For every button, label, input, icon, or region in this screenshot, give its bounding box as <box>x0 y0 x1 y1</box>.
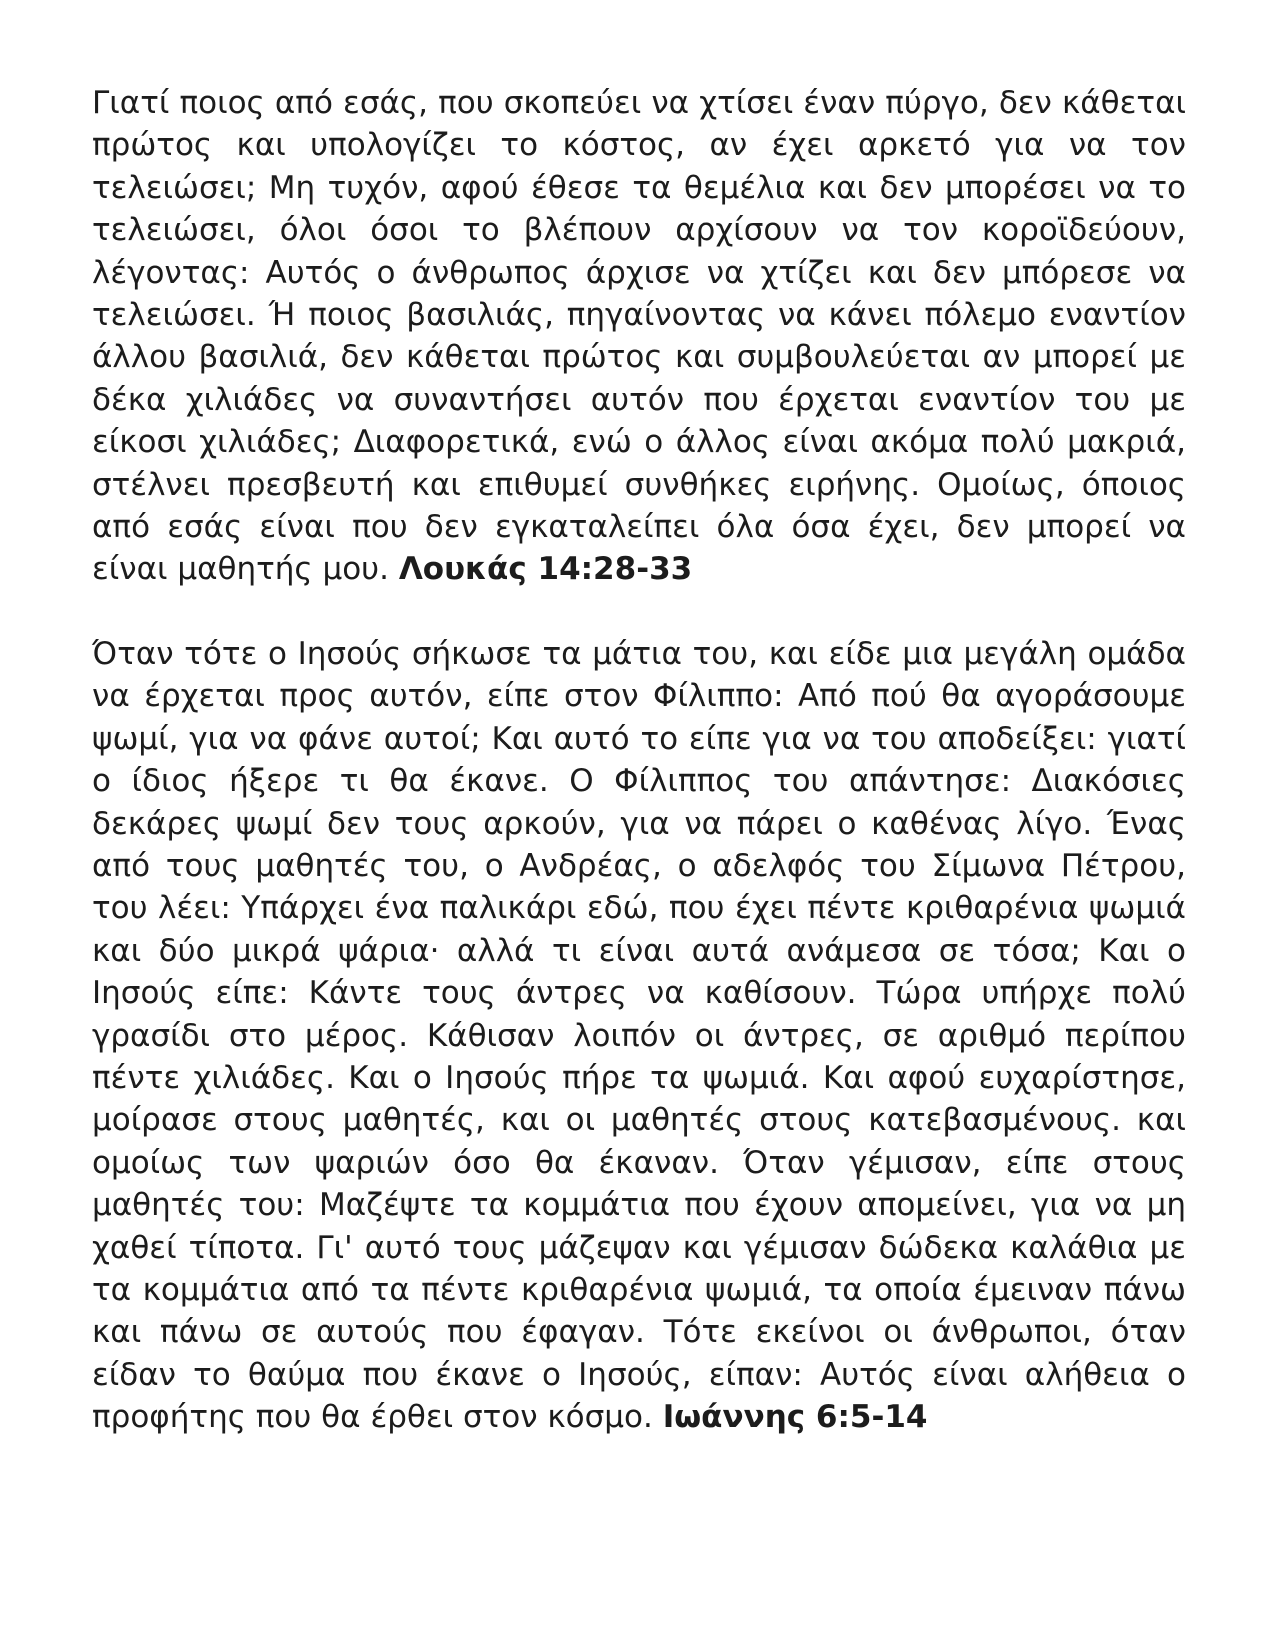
passage-luke <box>92 82 1186 591</box>
passage-text: Όταν τότε ο Ιησούς σήκωσε τα μάτια του, και είδε μια μεγάλη ομάδα να έρχεται προς αυτόν, είπε στον Φίλιππο: Από πού θα αγοράσουμε ψωμί, για να φάνε αυτοί; Και αυτό το είπε για να του αποδείξει: γιατί ο ίδιος ήξερε τι θα έκανε. Ο Φίλιππος του απάντησε: Διακόσιες δεκάρες ψωμί δεν τους αρκούν, για να πάρει ο καθένας λίγο. Ένας από τους μαθητές του, ο Ανδρέας, ο αδελφός του Σίμωνα Πέτρου, του λέει: Υπάρχει ένα παλικάρι εδώ, που έχει πέντε κριθαρένια ψωμιά και δύο μικρά ψάρια· αλλά τι είναι αυτά ανάμεσα σε τόσα; Και ο Ιησούς είπε: Κάντε τους άντρες να καθίσουν. Τώρα υπήρχε πολύ γρασίδι στο μέρος. Κάθισαν λοιπόν οι άντρες, σε αριθμό περίπου πέντε χιλιάδες. Και ο Ιησούς πήρε τα ψωμιά. Και αφού ευχαρίστησε, μοίρασε στους μαθητές, και οι μαθητές στους κατεβασμένους. και ομοίως των ψαριών όσο θα έκαναν. Όταν γέμισαν, είπε στους μαθητές του: Μαζέψτε τα κομμάτια που έχουν απομείνει, για να μη χαθεί τίποτα. Γι' αυτό τους μάζεψαν και γέμισαν δώδεκα καλάθια με τα κομμάτια από τα πέντε κριθαρένια ψωμιά, τα οποία έμειναν πάνω και πάνω σε αυτούς που έφαγαν. Τότε εκείνοι οι άνθρωποι, όταν είδαν το θαύμα που έκανε ο Ιησούς, είπαν: Αυτός είναι αλήθεια ο προφήτης που θα έρθει στον κόσμο. <box>92 635 1186 1436</box>
passage-text: Γιατί ποιος από εσάς, που σκοπεύει να χτίσει έναν πύργο, δεν κάθεται πρώτος και υπολογίζει το κόστος, αν έχει αρκετό για να τον τελειώσει; Μη τυχόν, αφού έθεσε τα θεμέλια και δεν μπορέσει να το τελειώσει, όλοι όσοι το βλέπουν αρχίσουν να τον κοροϊδεύουν, λέγοντας: Αυτός ο άνθρωπος άρχισε να χτίζει και δεν μπόρεσε να τελειώσει. Ή ποιος βασιλιάς, πηγαίνοντας να κάνει πόλεμο εναντίον άλλου βασιλιά, δεν κάθεται πρώτος και συμβουλεύεται αν μπορεί με δέκα χιλιάδες να συναντήσει αυτόν που έρχεται εναντίον του με είκοσι χιλιάδες; Διαφορετικά, ενώ ο άλλος είναι ακόμα πολύ μακριά, στέλνει πρεσβευτή και επιθυμεί συνθήκες ειρήνης. Ομοίως, όποιος από εσάς είναι που δεν εγκαταλείπει όλα όσα έχει, δεν μπορεί να είναι μαθητής μου. <box>92 85 1186 588</box>
document-page <box>92 82 1186 1439</box>
scripture-reference: Ιωάννης 6:5-14 <box>662 1399 928 1436</box>
scripture-reference: Λουκάς 14:28-33 <box>398 551 693 588</box>
passage-john <box>92 633 1186 1439</box>
